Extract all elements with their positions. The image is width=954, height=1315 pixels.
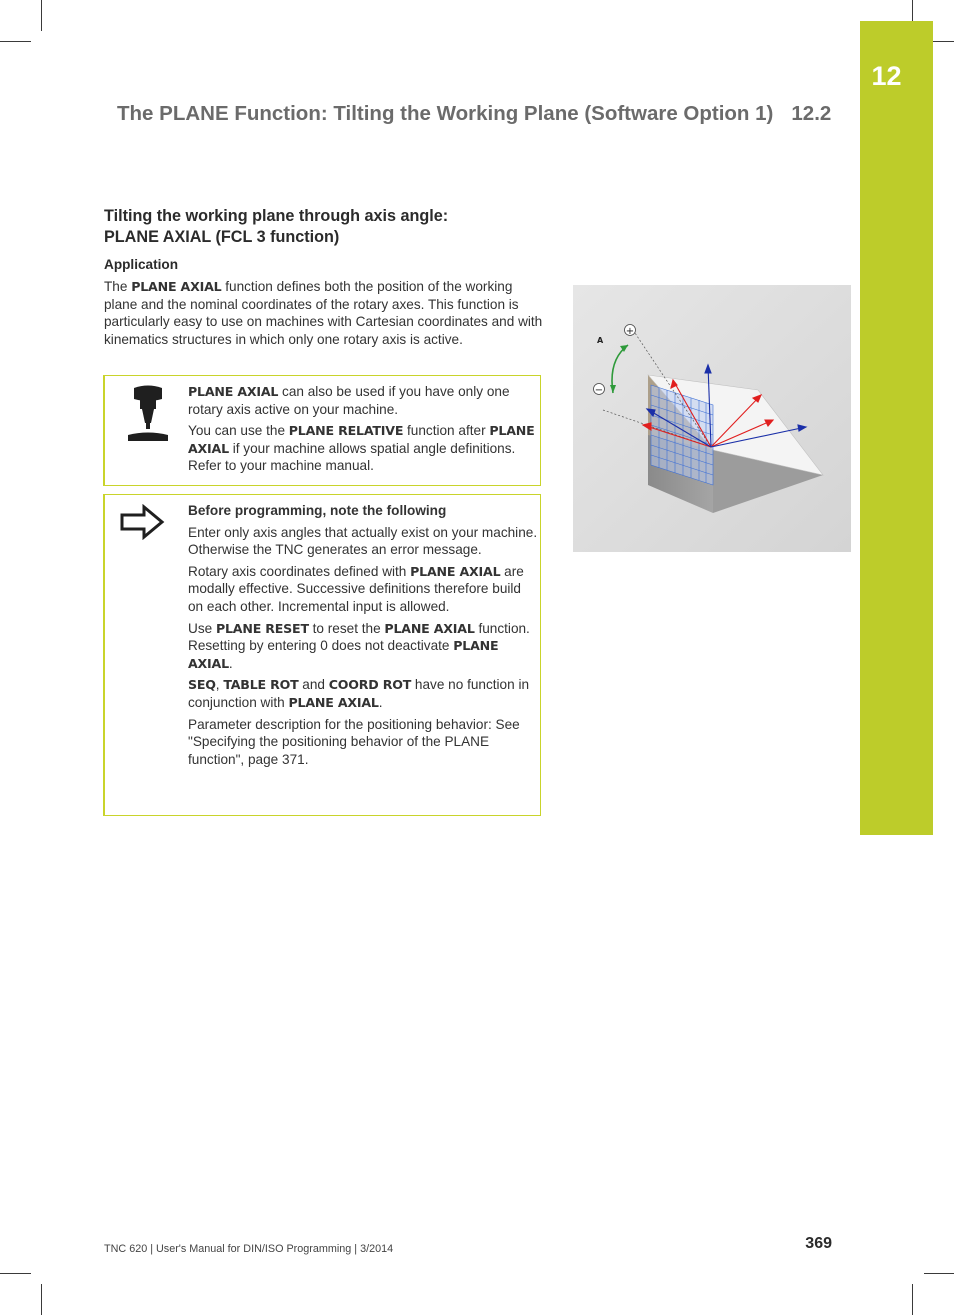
- keyword: SEQ: [188, 677, 216, 693]
- keyword: PLANE AXIAL: [410, 563, 501, 579]
- note-paragraph: [188, 620, 538, 673]
- keyword: PLANE AXIAL: [384, 620, 475, 636]
- intro-text: function defines both the position of the working plane and the nominal coordinates of the rotary axes. This function is particularly easy to use on machines with Cartesian coordinates and with kinematics structures in which only one rotary axis is active.: [104, 279, 543, 347]
- crop-mark: [41, 1284, 42, 1315]
- note-text: to reset the: [308, 620, 385, 636]
- running-head-title: The PLANE Function: Tilting the Working Plane (Software Option 1): [117, 102, 774, 125]
- note-text: are modally effective. Successive definitions therefore build on each other. Incremental input is allowed.: [188, 563, 524, 614]
- machine-note-box: [103, 375, 541, 486]
- programming-note-box: [103, 494, 541, 816]
- machine-tool-icon: [124, 385, 174, 447]
- running-head: [117, 102, 837, 126]
- note-text: .: [378, 694, 383, 710]
- crop-mark: [0, 1273, 31, 1274]
- note-text: if your machine allows spatial angle definitions. Refer to your machine manual.: [188, 440, 516, 474]
- section-heading-line1: Tilting the working plane through axis angle:: [104, 207, 449, 225]
- note-paragraph: [188, 676, 538, 711]
- keyword: PLANE AXIAL: [188, 384, 279, 399]
- note-icon-column: [105, 376, 185, 485]
- note-text: .: [228, 655, 233, 671]
- crop-mark: [41, 0, 42, 31]
- keyword: PLANE AXIAL: [131, 279, 222, 294]
- footer-text: TNC 620 | User's Manual for DIN/ISO Programming | 3/2014: [104, 1243, 394, 1255]
- note-paragraph: [188, 422, 538, 475]
- note-text: Use: [188, 620, 216, 636]
- machine-note-content: [188, 383, 538, 479]
- note-icon-column: [105, 495, 185, 815]
- intro-text: The: [104, 279, 132, 294]
- arrow-right-icon: [120, 504, 166, 540]
- note-text: function after: [403, 423, 490, 439]
- keyword: COORD ROT: [328, 677, 412, 693]
- section-heading: [104, 206, 554, 248]
- running-head-section: 12.2: [791, 102, 832, 125]
- note-paragraph: Parameter description for the positioning behavior: See "Specifying the positioning behavior of the PLANE function", page 371.: [188, 716, 520, 767]
- keyword: PLANE AXIAL: [288, 694, 379, 710]
- note-text: can also be used if you have only one rotary axis active on your machine.: [188, 384, 510, 417]
- page-number: 369: [805, 1235, 832, 1252]
- note-text: and: [298, 677, 329, 693]
- tilted-plane-illustration: [573, 285, 851, 552]
- keyword: PLANE RELATIVE: [288, 423, 404, 439]
- keyword: PLANE RESET: [215, 620, 309, 636]
- axis-label-a: A: [597, 336, 604, 345]
- chapter-tab: [860, 21, 933, 835]
- subheading-application: Application: [104, 257, 179, 272]
- tilted-plane-figure: [573, 285, 851, 552]
- crop-mark: [912, 1284, 913, 1315]
- note-paragraph: [188, 383, 538, 418]
- section-heading-line2: PLANE AXIAL (FCL 3 function): [104, 228, 340, 246]
- crop-mark: [0, 41, 31, 42]
- keyword: TABLE ROT: [223, 677, 299, 693]
- note-lead: Before programming, note the following: [188, 503, 447, 518]
- crop-mark: [924, 1273, 954, 1274]
- programming-note-content: [188, 502, 538, 772]
- note-text: have no function in conjunction with: [188, 677, 530, 710]
- keyword: PLANE AXIAL: [188, 423, 535, 456]
- crop-mark: [912, 0, 913, 21]
- plus-sign: +: [625, 326, 635, 337]
- note-paragraph: [188, 563, 538, 616]
- minus-sign: −: [594, 385, 604, 396]
- keyword: PLANE AXIAL: [188, 638, 499, 671]
- chapter-number: 12: [871, 61, 902, 91]
- note-text: You can use the: [188, 423, 289, 439]
- note-paragraph: Enter only axis angles that actually exist on your machine. Otherwise the TNC generates an error message.: [188, 524, 538, 558]
- note-text: Rotary axis coordinates defined with: [188, 563, 411, 579]
- intro-paragraph: [104, 278, 549, 348]
- note-text: ,: [215, 677, 224, 693]
- note-text: function. Resetting by entering 0 does not deactivate: [188, 620, 530, 654]
